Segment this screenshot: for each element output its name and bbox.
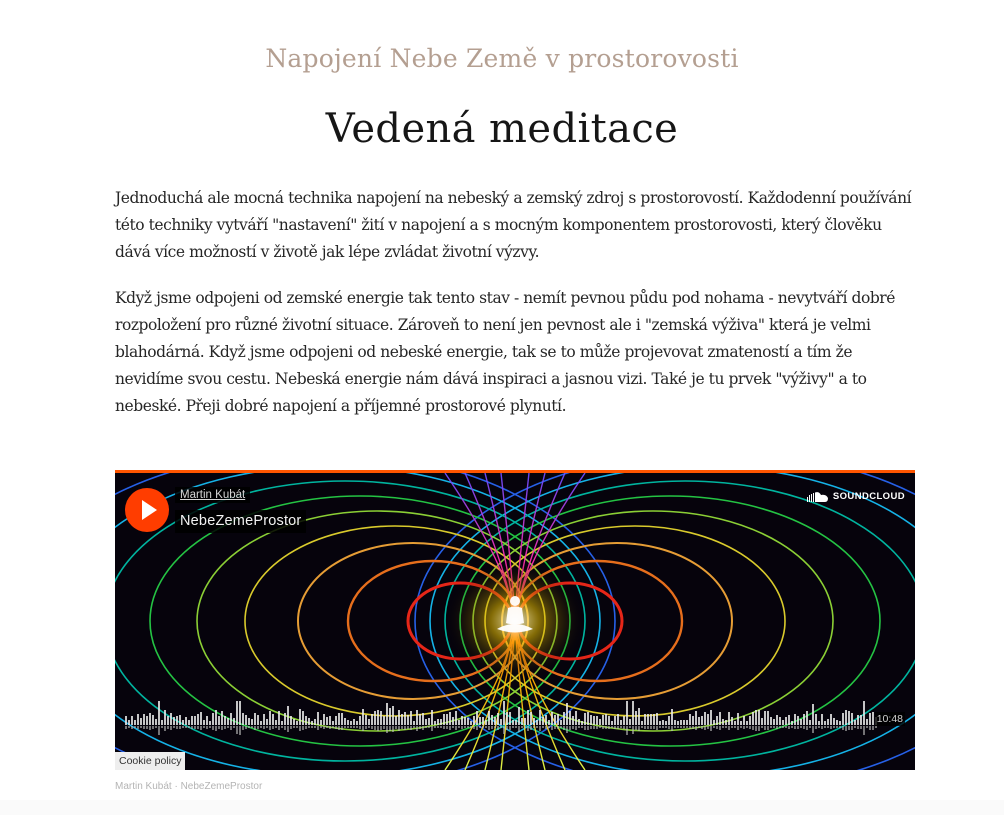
play-button[interactable] [125, 488, 169, 532]
cookie-policy-link[interactable]: Cookie policy [115, 752, 185, 770]
intro-paragraph: Jednoduchá ale mocná technika napojení na nebeský a zemský zdroj s prostorovostí. Každodenní používání této techniky vytváří "nastavení" žití v napojení a s mocným komponentem prostorovosti, který člověku dává více možností v životě jak lépe zvládat životní výzvy. [115, 189, 912, 261]
track-duration: 10:48 [876, 713, 903, 725]
play-icon [125, 488, 169, 532]
soundcloud-player[interactable] [115, 470, 915, 770]
body-paragraph: Když jsme odpojeni od zemské energie tak tento stav - nemít pevnou půdu pod nohama - nevytváří dobré rozpoložení pro různé životní situace. Zároveň to není jen pevnost ale i "zemská výživa" která je velmi blahodárná. Když jsme odpojeni od nebeské energie, tak se to může projevovat zmateností a tím že nevidíme svou cestu. Nebeská energie nám dává inspiraci a jasnou vizi. Také je tu prvek "výživy" a to nebeské. Přeji dobré napojení a příjemné prostorové plynutí. [115, 289, 895, 415]
track-title[interactable]: NebeZemeProstor [175, 510, 306, 533]
page-title: Vedená meditace [325, 106, 679, 152]
page-footer-band [0, 800, 1004, 815]
soundcloud-logo[interactable] [807, 489, 905, 503]
embed-caption[interactable]: Martin Kubát · NebeZemeProstor [115, 781, 263, 792]
soundcloud-brand-label: SOUNDCLOUD [832, 490, 905, 502]
artist-link[interactable]: Martin Kubát [175, 487, 250, 503]
soundcloud-cloud-icon [807, 491, 829, 502]
page-subtitle: Napojení Nebe Země v prostorovosti [265, 44, 739, 73]
waveform[interactable] [125, 701, 877, 735]
